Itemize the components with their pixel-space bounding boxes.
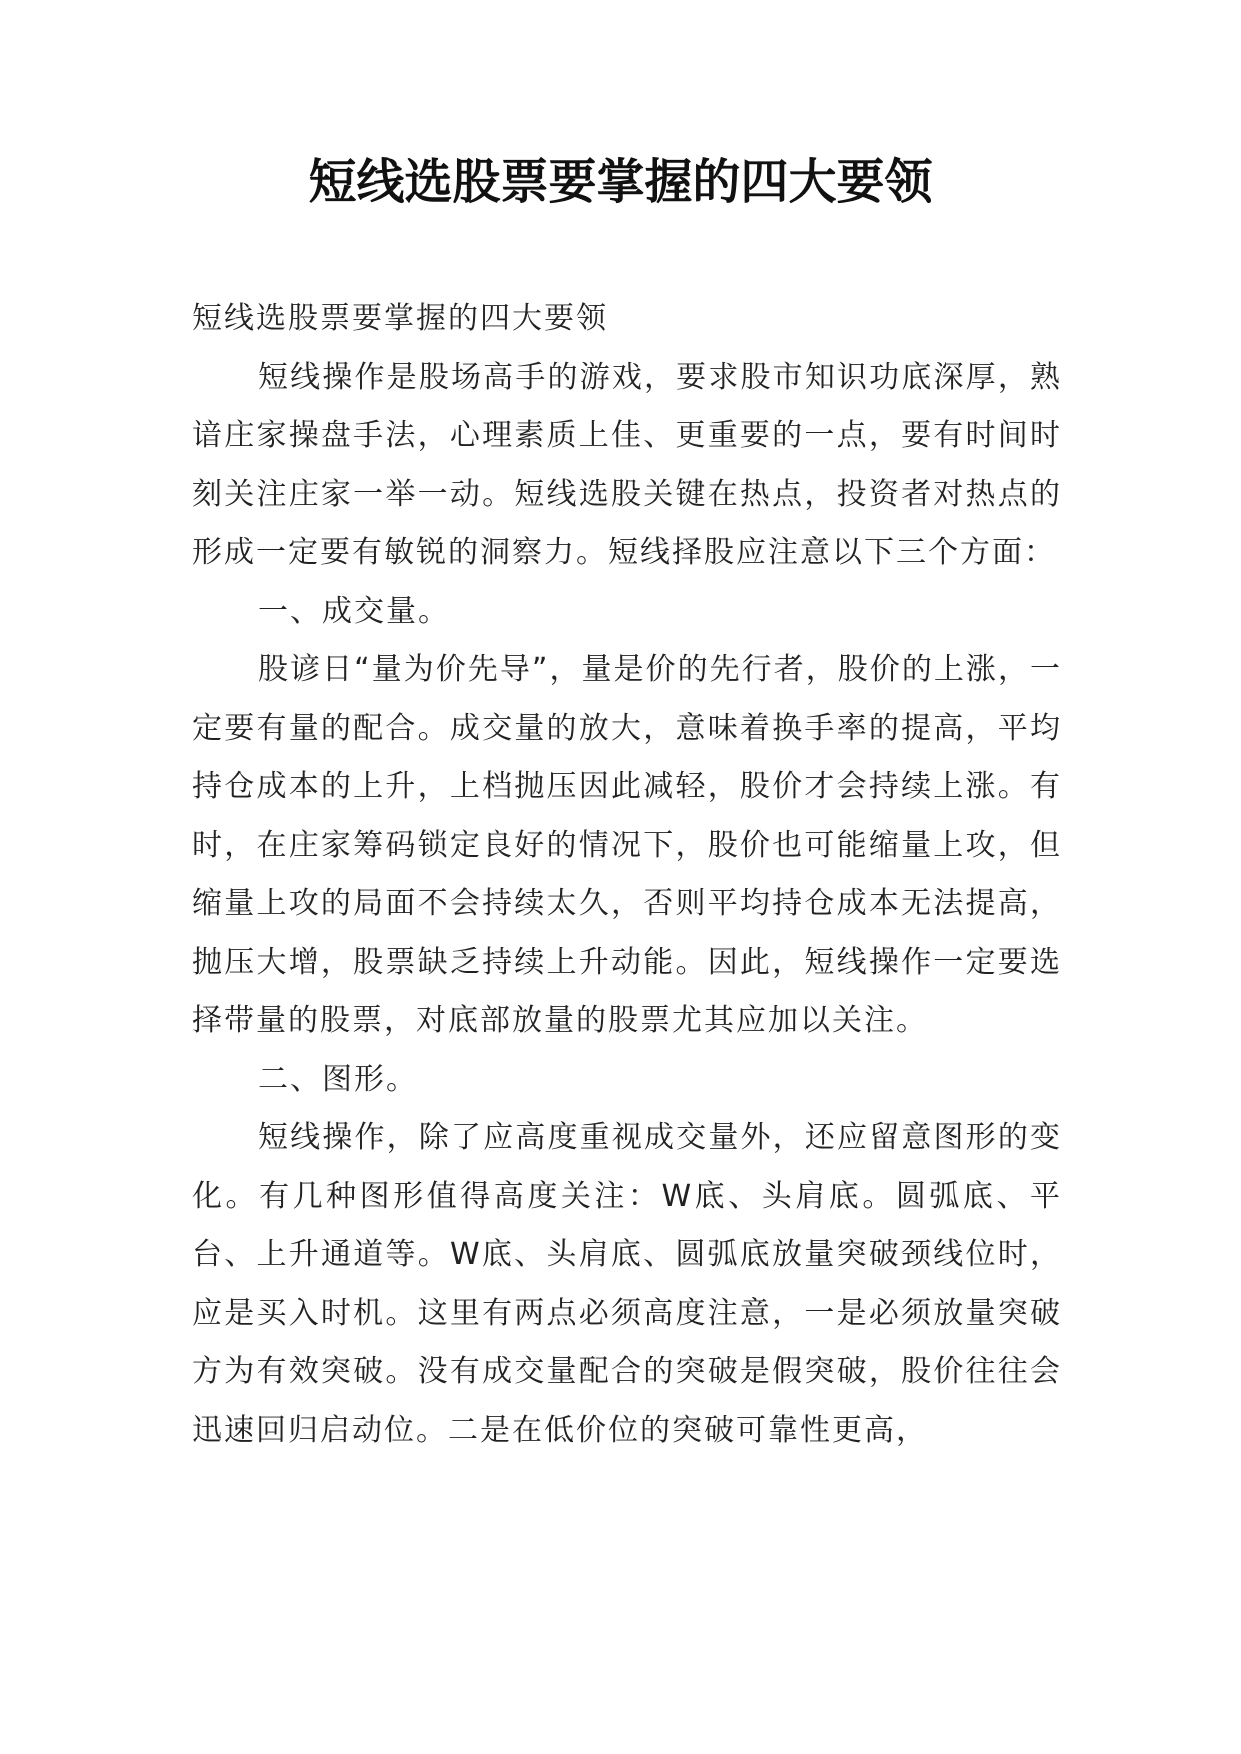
document-body [192, 290, 1062, 1460]
document-title: 短线选股票要掌握的四大要领 [308, 154, 933, 210]
volume-paragraph: 股谚日“量为价先导”，量是价的先行者，股价的上涨，一定要有量的配合。成交量的放大，意味着换手率的提高，平均持仓成本的上升，上档抛压因此减轻，股价才会持续上涨。有时，在庄家筹码锁定良好的情况下，股价也可能缩量上攻，但缩量上攻的局面不会持续太久，否则平均持仓成本无法提高，抛压大增，股票缺乏持续上升动能。因此，短线操作一定要选择带量的股票，对底部放量的股票尤其应加以关注。 [192, 652, 1062, 1038]
subtitle-paragraph: 短线选股票要掌握的四大要领 [192, 301, 608, 336]
section-heading-pattern: 二、图形。 [258, 1061, 418, 1097]
section-heading-volume: 一、成交量。 [258, 593, 450, 629]
pattern-paragraph: 短线操作，除了应高度重视成交量外，还应留意图形的变化。有几种图形值得高度关注：W底、头肩底。圆弧底、平台、上升通道等。W底、头肩底、圆弧底放量突破颈线位时，应是买入时机。这里有两点必须高度注意，一是必须放量突破方为有效突破。没有成交量配合的突破是假突破，股价往往会迅速回归启动位。二是在低价位的突破可靠性更高， [192, 1120, 1062, 1448]
intro-paragraph: 短线操作是股场高手的游戏，要求股市知识功底深厚，熟谙庄家操盘手法，心理素质上佳、更重要的一点，要有时间时刻关注庄家一举一动。短线选股关键在热点，投资者对热点的形成一定要有敏锐的洞察力。短线择股应注意以下三个方面： [192, 359, 1062, 570]
